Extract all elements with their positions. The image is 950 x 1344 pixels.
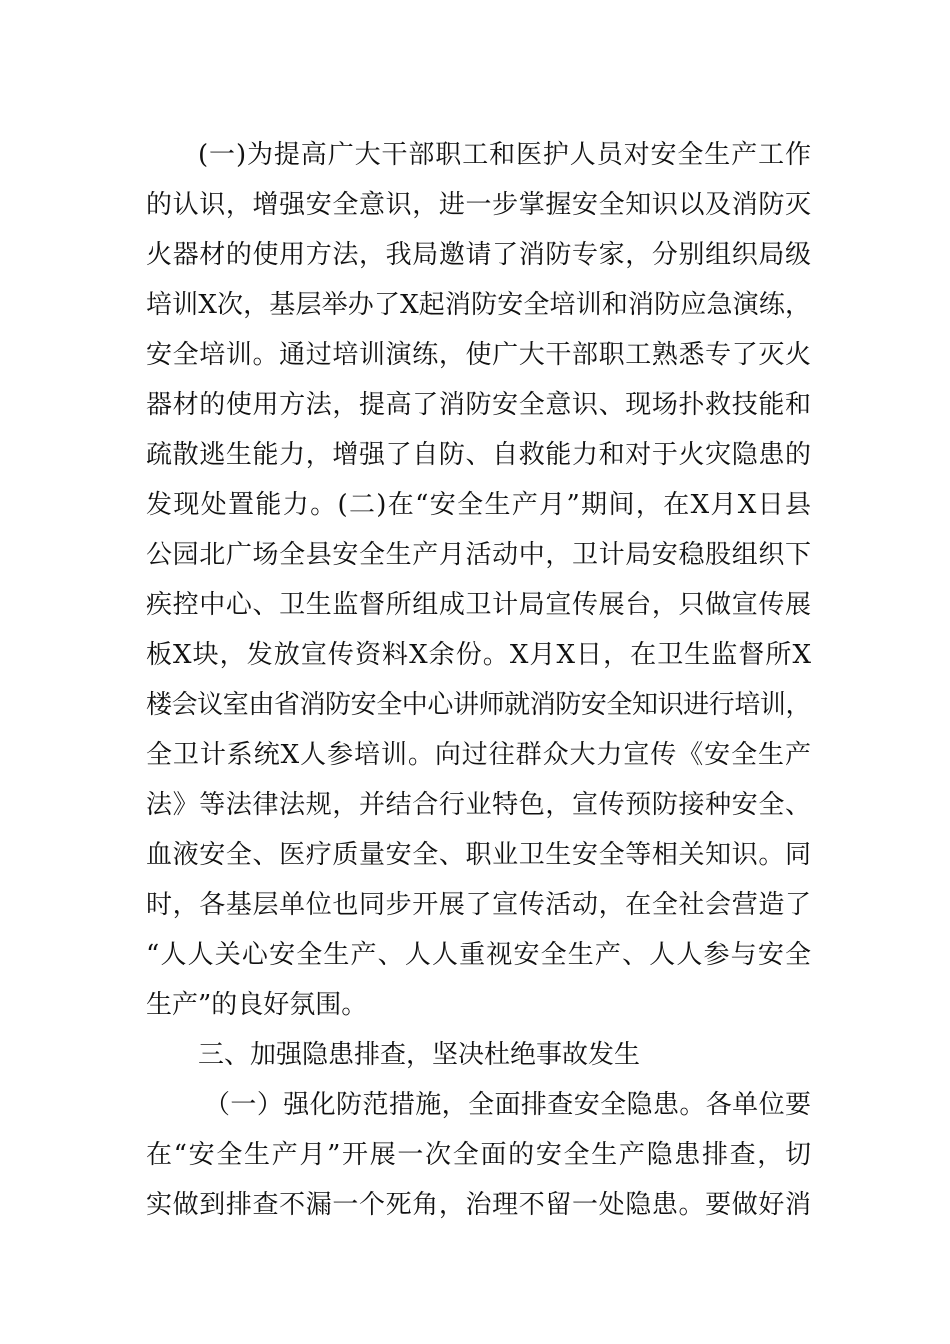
paragraph-1-line-10: 疾控中心、卫生监督所组成卫计局宣传展台，只做宣传展 bbox=[146, 590, 811, 620]
paragraph-2-line-3: 实做到排查不漏一个死角，治理不留一处隐患。要做好消 bbox=[146, 1190, 811, 1220]
paragraph-1-line-1: (一)为提高广大干部职工和医护人员对安全生产工作 bbox=[198, 140, 811, 170]
paragraph-1-line-3: 火器材的使用方法，我局邀请了消防专家，分别组织局级 bbox=[146, 240, 811, 270]
paragraph-1-line-12: 楼会议室由省消防安全中心讲师就消防安全知识进行培训， bbox=[146, 690, 811, 720]
paragraph-1-line-16: 时，各基层单位也同步开展了宣传活动，在全社会营造了 bbox=[146, 890, 811, 920]
paragraph-1-line-9: 公园北广场全县安全生产月活动中，卫计局安稳股组织下 bbox=[146, 540, 811, 570]
paragraph-1-line-11: 板X块，发放宣传资料X余份。X月X日，在卫生监督所X bbox=[146, 640, 811, 670]
paragraph-2-line-1: （一）强化防范措施，全面排查安全隐患。各单位要 bbox=[204, 1090, 811, 1120]
paragraph-1-line-8: 发现处置能力。(二)在“安全生产月”期间，在X月X日县 bbox=[146, 490, 811, 520]
paragraph-1-line-5: 安全培训。通过培训演练，使广大干部职工熟悉专了灭火 bbox=[146, 340, 811, 370]
paragraph-1-line-4: 培训X次，基层举办了X起消防安全培训和消防应急演练， bbox=[146, 290, 811, 320]
paragraph-1-line-13: 全卫计系统X人参培训。向过往群众大力宣传《安全生产 bbox=[146, 740, 811, 770]
document-body bbox=[146, 130, 811, 1230]
paragraph-1-line-17: “人人关心安全生产、人人重视安全生产、人人参与安全 bbox=[146, 940, 811, 970]
paragraph-1-line-15: 血液安全、医疗质量安全、职业卫生安全等相关知识。同 bbox=[146, 840, 811, 870]
paragraph-2-line-2: 在“安全生产月”开展一次全面的安全生产隐患排查，切 bbox=[146, 1140, 811, 1170]
paragraph-1-line-14: 法》等法律法规，并结合行业特色，宣传预防接种安全、 bbox=[146, 790, 811, 820]
paragraph-1-line-18: 生产”的良好氛围。 bbox=[146, 990, 368, 1020]
section-heading: 三、加强隐患排查，坚决杜绝事故发生 bbox=[198, 1040, 641, 1070]
paragraph-1-line-2: 的认识，增强安全意识，进一步掌握安全知识以及消防灭 bbox=[146, 190, 811, 220]
paragraph-1-line-7: 疏散逃生能力，增强了自防、自救能力和对于火灾隐患的 bbox=[146, 440, 811, 470]
paragraph-1-line-6: 器材的使用方法，提高了消防安全意识、现场扑救技能和 bbox=[146, 390, 811, 420]
